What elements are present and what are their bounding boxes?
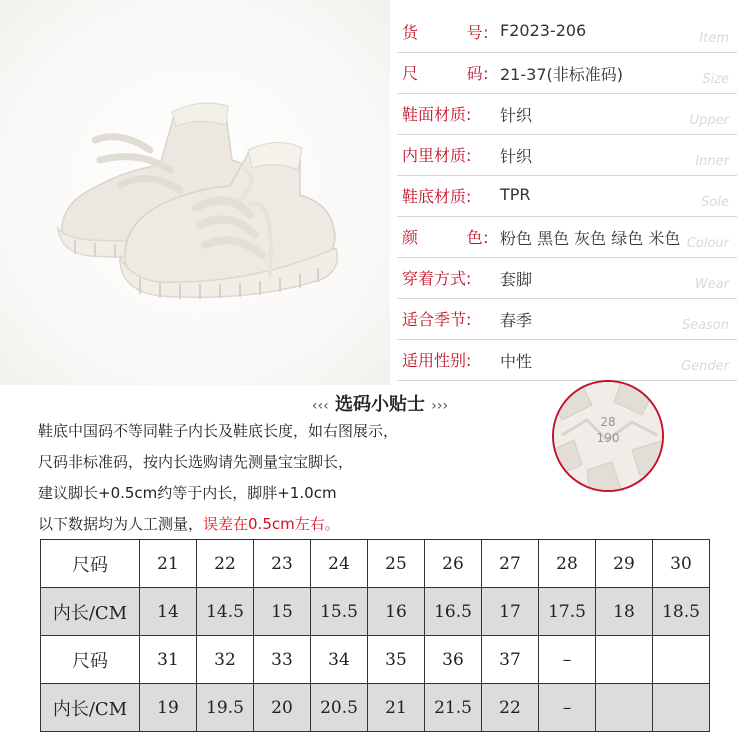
table-cell: 30 bbox=[653, 540, 710, 588]
table-cell: 20 bbox=[254, 684, 311, 732]
sneaker-pair-illustration bbox=[0, 0, 390, 385]
tip-warning-text: 误差在0.5cm左右。 bbox=[203, 515, 340, 533]
table-row-sizes-1 bbox=[41, 540, 710, 588]
spec-en-label: Inner bbox=[695, 154, 729, 169]
table-cell: 36 bbox=[425, 636, 482, 684]
spec-en-label: Gender bbox=[681, 359, 729, 374]
spec-label: 鞋面材质: bbox=[402, 105, 472, 124]
spec-row-colour bbox=[397, 217, 737, 258]
spec-value: TPR bbox=[500, 185, 531, 204]
table-cell: – bbox=[539, 636, 596, 684]
table-cell: 28 bbox=[539, 540, 596, 588]
spec-row-item bbox=[397, 12, 737, 53]
spec-label-part: 色: bbox=[466, 228, 489, 247]
spec-row-upper bbox=[397, 94, 737, 135]
table-cell: 24 bbox=[311, 540, 368, 588]
table-cell: 26 bbox=[425, 540, 482, 588]
spec-row-size bbox=[397, 53, 737, 94]
spec-label bbox=[402, 225, 489, 248]
table-row-sizes-2 bbox=[41, 636, 710, 684]
spec-label-part: 尺 bbox=[402, 64, 419, 83]
spec-en-label: Upper bbox=[689, 113, 729, 128]
table-cell: 19.5 bbox=[197, 684, 254, 732]
spec-label-part: 货 bbox=[402, 23, 419, 42]
tip-line bbox=[38, 511, 518, 542]
spec-en-label: Size bbox=[702, 72, 729, 87]
spec-value: 粉色 黑色 灰色 绿色 米色 bbox=[500, 229, 681, 248]
size-table bbox=[40, 539, 710, 732]
spec-row-wear bbox=[397, 258, 737, 299]
table-cell: 17.5 bbox=[539, 588, 596, 636]
spec-en-label: Season bbox=[681, 318, 729, 333]
table-cell bbox=[653, 636, 710, 684]
spec-label-part: 颜 bbox=[402, 228, 419, 247]
table-cell: 23 bbox=[254, 540, 311, 588]
table-cell: 20.5 bbox=[311, 684, 368, 732]
tips-title-text: 选码小贴士 bbox=[335, 394, 425, 415]
spec-en-label: Sole bbox=[701, 195, 729, 210]
table-cell: 18.5 bbox=[653, 588, 710, 636]
table-cell: 37 bbox=[482, 636, 539, 684]
table-cell: 17 bbox=[482, 588, 539, 636]
tip-line: 建议脚长+0.5cm约等于内长，脚胖+1.0cm bbox=[38, 484, 337, 502]
table-cell: 16 bbox=[368, 588, 425, 636]
table-cell: – bbox=[539, 684, 596, 732]
table-cell: 21.5 bbox=[425, 684, 482, 732]
spec-label-part: 号: bbox=[466, 23, 489, 42]
row-header-length: 内长/CM bbox=[41, 684, 140, 732]
table-cell bbox=[596, 636, 653, 684]
table-cell: 25 bbox=[368, 540, 425, 588]
table-cell: 15.5 bbox=[311, 588, 368, 636]
spec-label: 适合季节: bbox=[402, 310, 472, 329]
table-cell: 33 bbox=[254, 636, 311, 684]
table-row-lengths-2 bbox=[41, 684, 710, 732]
spec-label: 鞋底材质: bbox=[402, 187, 472, 206]
table-cell: 31 bbox=[140, 636, 197, 684]
table-cell: 29 bbox=[596, 540, 653, 588]
spec-value: 套脚 bbox=[500, 270, 533, 289]
table-cell: 21 bbox=[368, 684, 425, 732]
spec-value: 春季 bbox=[500, 311, 533, 330]
table-cell: 14.5 bbox=[197, 588, 254, 636]
spec-label bbox=[402, 20, 489, 43]
table-cell: 22 bbox=[197, 540, 254, 588]
table-cell: 35 bbox=[368, 636, 425, 684]
table-cell: 19 bbox=[140, 684, 197, 732]
spec-list bbox=[397, 12, 737, 381]
row-header-size: 尺码 bbox=[41, 540, 140, 588]
tip-line: 尺码非标准码，按内长选购请先测量宝宝脚长， bbox=[38, 453, 354, 471]
spec-label: 穿着方式: bbox=[402, 269, 472, 288]
table-row-lengths-1 bbox=[41, 588, 710, 636]
spec-value: 针织 bbox=[500, 147, 533, 166]
spec-value: 中性 bbox=[500, 352, 533, 371]
tip-normal-text: 以下数据均为人工测量， bbox=[38, 515, 204, 533]
sole-size-mark: 28 bbox=[600, 415, 616, 429]
sole-closeup-image bbox=[552, 380, 664, 492]
spec-label bbox=[402, 61, 489, 84]
table-cell: 16.5 bbox=[425, 588, 482, 636]
table-cell bbox=[653, 684, 710, 732]
tip-line: 鞋底中国码不等同鞋子内长及鞋底长度，如右图展示， bbox=[38, 422, 399, 440]
table-cell: 27 bbox=[482, 540, 539, 588]
row-header-size: 尺码 bbox=[41, 636, 140, 684]
spec-row-season bbox=[397, 299, 737, 340]
spec-row-gender bbox=[397, 340, 737, 381]
spec-en-label: Item bbox=[699, 31, 729, 46]
table-cell: 32 bbox=[197, 636, 254, 684]
spec-label: 内里材质: bbox=[402, 146, 472, 165]
table-cell: 21 bbox=[140, 540, 197, 588]
deco-arrows-right: ››› bbox=[431, 398, 449, 414]
table-cell: 34 bbox=[311, 636, 368, 684]
row-header-length: 内长/CM bbox=[41, 588, 140, 636]
table-cell: 18 bbox=[596, 588, 653, 636]
spec-en-label: Wear bbox=[694, 277, 729, 292]
spec-value: F2023-206 bbox=[500, 21, 587, 40]
spec-value: 21-37(非标准码) bbox=[500, 65, 623, 84]
table-cell: 14 bbox=[140, 588, 197, 636]
spec-value: 针织 bbox=[500, 106, 533, 125]
spec-label-part: 码: bbox=[466, 64, 489, 83]
spec-label: 适用性别: bbox=[402, 351, 472, 370]
tips-text bbox=[38, 418, 518, 542]
sole-closeup-illustration bbox=[552, 380, 664, 492]
table-cell: 15 bbox=[254, 588, 311, 636]
tips-title bbox=[270, 390, 490, 416]
spec-row-inner bbox=[397, 135, 737, 176]
sole-length-mark: 190 bbox=[596, 431, 620, 445]
product-photo bbox=[0, 0, 390, 385]
deco-arrows-left: ‹‹‹ bbox=[311, 398, 329, 414]
table-cell: 22 bbox=[482, 684, 539, 732]
spec-en-label: Colour bbox=[686, 236, 729, 251]
table-cell bbox=[596, 684, 653, 732]
spec-row-sole bbox=[397, 176, 737, 217]
